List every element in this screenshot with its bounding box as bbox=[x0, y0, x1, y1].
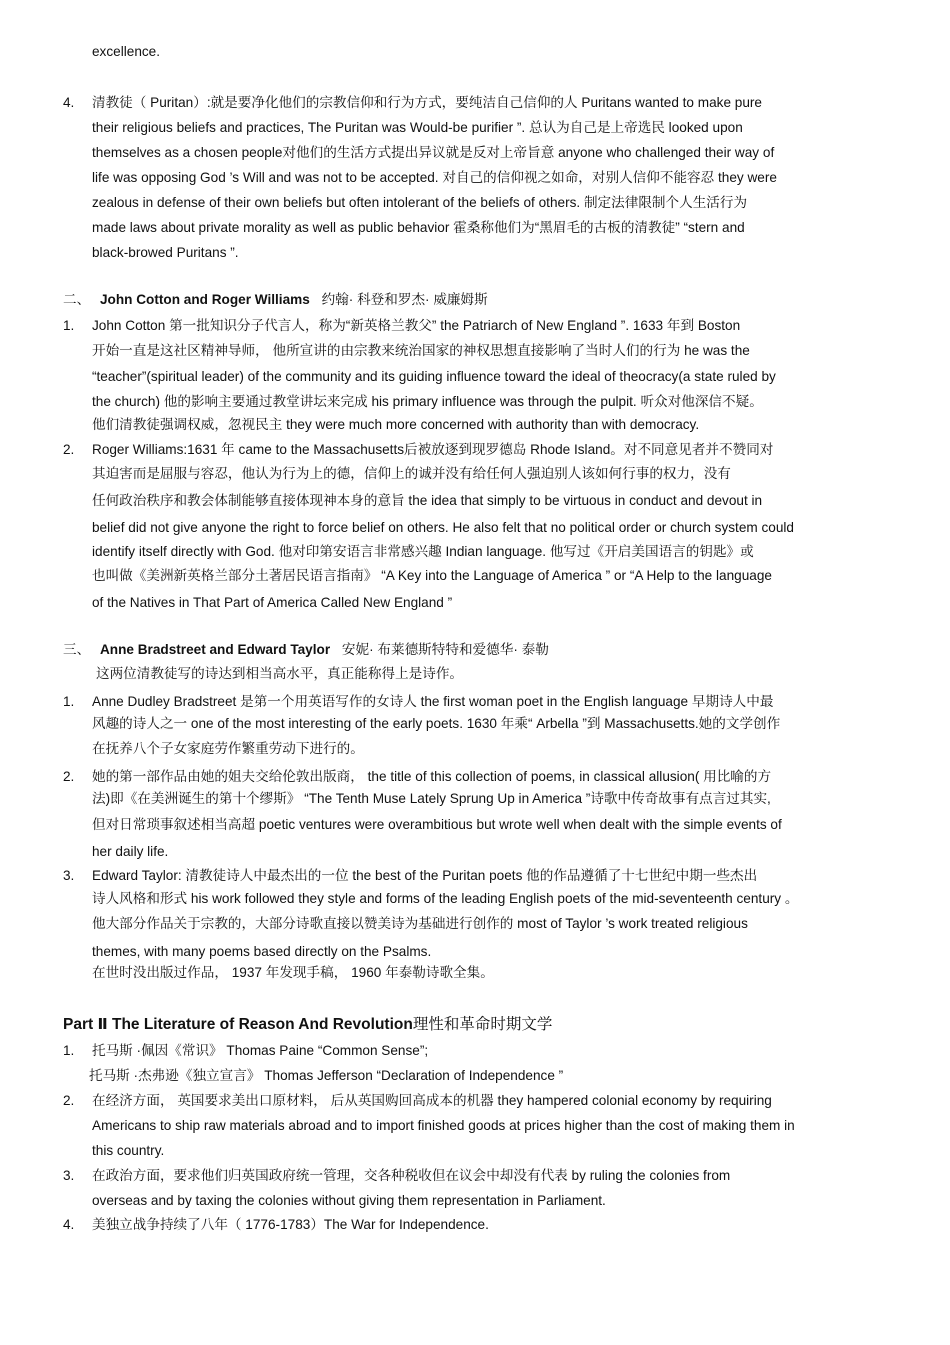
list-number: 1. bbox=[63, 1043, 75, 1058]
list-number: 4. bbox=[63, 1217, 75, 1232]
list-number: 2. bbox=[63, 769, 75, 784]
text-line: 他们清教徒强调权威，忽视民主 they were much more concerned with authority than with democracy. bbox=[92, 417, 700, 432]
text-line: 清教徒（ Puritan）:就是要净化他们的宗教信仰和行为方式，要纯洁自己信仰的人 Puritans wanted to make pure bbox=[92, 95, 762, 110]
list-number: 3. bbox=[63, 1168, 75, 1183]
text-line: 托马斯 ·杰弗逊《独立宣言》 Thomas Jefferson “Declaration of Independence ” bbox=[89, 1068, 564, 1083]
paragraph-fragment: excellence. bbox=[92, 44, 161, 59]
text-line: life was opposing God ’s Will and was not to be accepted. 对自己的信仰视之如命，对别人信仰不能容忍 they were bbox=[92, 170, 777, 185]
text-line: this country. bbox=[92, 1143, 165, 1158]
text-line: 她的第一部作品由她的姐夫交给伦敦出版商， the title of this collection of poems, in classical allusion( 用比喻的方 bbox=[92, 769, 772, 784]
text-line: zealous in defense of their own beliefs but often intolerant of the beliefs of others. 制定法律限制个人生活行为 bbox=[92, 195, 748, 210]
list-number: 4. bbox=[63, 95, 75, 110]
text-line: their religious beliefs and practices, The Puritan was Would-be purifier ”. 总认为自己是上帝选民 looked upon bbox=[92, 120, 743, 135]
section-title-en: Anne Bradstreet and Edward Taylor bbox=[99, 642, 331, 657]
text-line: 美独立战争持续了八年（ 1776-1783）The War for Independence. bbox=[92, 1217, 489, 1232]
part-title-en: Part Ⅱ The Literature of Reason And Revolution bbox=[63, 1016, 413, 1033]
list-number: 3. bbox=[63, 868, 75, 883]
text-line: the church) 他的影响主要通过教堂讲坛来完成 his primary influence was through the pulpit. 听众对他深信不疑。 bbox=[92, 394, 763, 409]
text-line: Anne Dudley Bradstreet 是第一个用英语写作的女诗人 the first woman poet in the English language 早期诗人中最 bbox=[92, 694, 774, 709]
text-line: 开始一直是这社区精神导师， 他所宣讲的由宗教来统治国家的神权思想直接影响了当时人们的行为 he was the bbox=[92, 343, 750, 358]
text-line: 其迫害而是屈服与容忍，他认为行为上的德，信仰上的诚并没有给任何人强迫别人该如何行事的权力，没有 bbox=[92, 466, 731, 481]
text-line: 托马斯 ·佩因《常识》 Thomas Paine “Common Sense”; bbox=[92, 1043, 429, 1058]
list-number: 1. bbox=[63, 694, 75, 709]
section-number: 三、 bbox=[63, 642, 91, 657]
section-intro: 这两位清教徒写的诗达到相当高水平，真正能称得上是诗作。 bbox=[96, 666, 464, 681]
section-title-cn: 约翰· 科登和罗杰· 威廉姆斯 bbox=[321, 292, 488, 307]
list-number: 2. bbox=[63, 442, 75, 457]
text-line: 在政治方面，要求他们归英国政府统一管理，交各种税收但在议会中却没有代表 by ruling the colonies from bbox=[92, 1168, 731, 1183]
text-line: Americans to ship raw materials abroad and to import finished goods at prices higher than the cost of making them in bbox=[92, 1118, 795, 1133]
text-line: 但对日常琐事叙述相当高超 poetic ventures were overambitious but wrote well when dealt with the simple events of bbox=[92, 817, 782, 832]
text-line: Roger Williams:1631 年 came to the Massachusetts后被放逐到现罗德岛 Rhode Island。对不同意见者并不赞同对 bbox=[92, 442, 774, 457]
text-line: 任何政治秩序和教会体制能够直接体现神本身的意旨 the idea that simply to be virtuous in conduct and devout in bbox=[92, 493, 763, 508]
section-heading bbox=[63, 641, 549, 659]
text-line: 也叫做《美洲新英格兰部分土著居民语言指南》 “A Key into the Language of America ” or “A Help to the language bbox=[92, 568, 772, 583]
text-line: 法)即《在美洲诞生的第十个缪斯》 “The Tenth Muse Lately Sprung Up in America ”诗歌中传奇故事有点言过其实, bbox=[92, 791, 771, 806]
text-line: 在经济方面， 英国要求美出口原材料， 后从英国购回高成本的机器 they hampered colonial economy by requiring bbox=[92, 1093, 772, 1108]
text-line: overseas and by taxing the colonies without giving them representation in Parliament. bbox=[92, 1193, 606, 1208]
part-title-cn: 理性和革命时期文学 bbox=[412, 1016, 553, 1033]
section-number: 二、 bbox=[63, 292, 91, 307]
text-line: 诗人风格和形式 his work followed they style and forms of the leading English poets of the mid-seventeenth century 。 bbox=[92, 891, 799, 906]
text-line: themselves as a chosen people对他们的生活方式提出异议就是反对上帝旨意 anyone who challenged their way of bbox=[92, 145, 775, 160]
text-line: black-browed Puritans ”. bbox=[92, 245, 239, 260]
text-line: John Cotton 第一批知识分子代言人，称为“新英格兰教父” the Patriarch of New England ”. 1633 年到 Boston bbox=[92, 318, 741, 333]
text-line: themes, with many poems based directly on the Psalms. bbox=[92, 944, 432, 959]
section-title-en: John Cotton and Roger Williams bbox=[99, 292, 310, 307]
text-line: 风趣的诗人之一 one of the most interesting of the early poets. 1630 年乘“ Arbella ”到 Massachusetts.她的文学创作 bbox=[92, 716, 781, 731]
part-heading bbox=[63, 1014, 552, 1036]
text-line: “teacher”(spiritual leader) of the community and its guiding influence toward the ideal of theocracy(a state ruled by bbox=[92, 369, 776, 384]
section-heading bbox=[63, 291, 488, 309]
text-line: 他大部分作品关于宗教的，大部分诗歌直接以赞美诗为基础进行创作的 most of Taylor ’s work treated religious bbox=[92, 916, 748, 931]
text-line: identify itself directly with God. 他对印第安语言非常感兴趣 Indian language. 他写过《开启美国语言的钥匙》或 bbox=[92, 544, 754, 559]
text-line: belief did not give anyone the right to force belief on others. He also felt that no political order or church system could bbox=[92, 520, 794, 535]
list-number: 2. bbox=[63, 1093, 75, 1108]
text-line: her daily life. bbox=[92, 844, 169, 859]
section-title-cn: 安妮· 布莱德斯特特和爱德华· 泰勒 bbox=[341, 642, 549, 657]
text-line: Edward Taylor: 清教徒诗人中最杰出的一位 the best of the Puritan poets 他的作品遵循了十七世纪中期一些杰出 bbox=[92, 868, 758, 883]
text-line: made laws about private morality as well as public behavior 霍桑称他们为“黑眉毛的古板的清教徒” “stern and bbox=[92, 220, 745, 235]
list-number: 1. bbox=[63, 318, 75, 333]
text-line: 在抚养八个子女家庭劳作繁重劳动下进行的。 bbox=[92, 741, 364, 756]
text-line: 在世时没出版过作品， 1937 年发现手稿， 1960 年泰勒诗歌全集。 bbox=[92, 965, 494, 980]
text-line: of the Natives in That Part of America Called New England ” bbox=[92, 595, 453, 610]
